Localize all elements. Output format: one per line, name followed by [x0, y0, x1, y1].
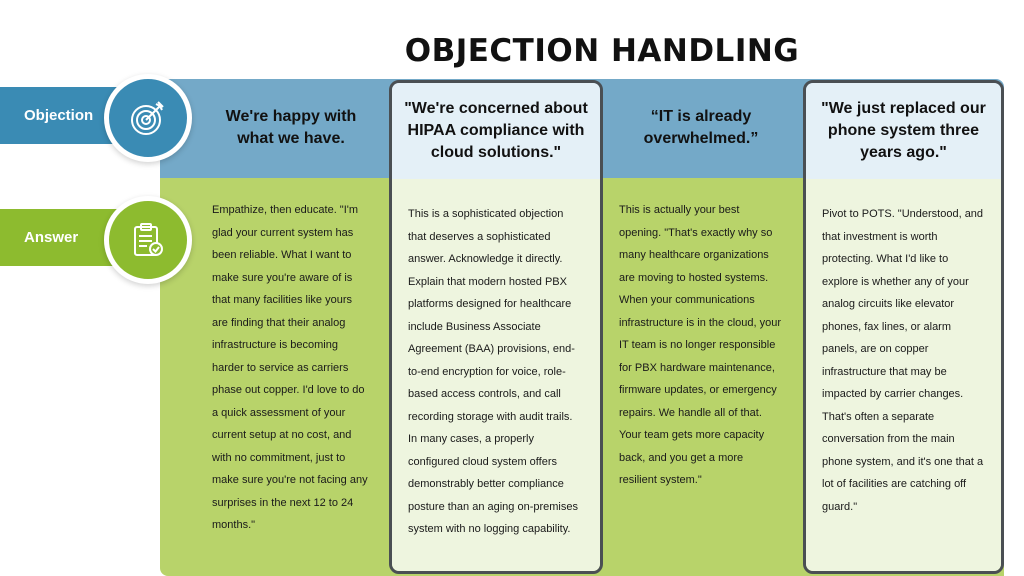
clipboard-check-icon	[128, 220, 168, 260]
objection-row-label: Objection	[0, 87, 170, 144]
answer-text: This is a sophisticated objection that deserves a sophisticated answer. Acknowledge it directly. Explain that modern hosted PBX platforms designed for healthcare include Business Associate Agreement (BAA) provisions, end-to-end encryption for voice, role-based access controls, and call recording storage with audit trails. In many cases, a properly configured cloud system offers demonstrably better compliance posture than an aging on-premises system with no logging capability.	[392, 179, 600, 571]
objection-badge	[104, 74, 192, 162]
page-title: OBJECTION HANDLING	[404, 33, 800, 69]
column-3	[603, 79, 799, 576]
objection-text: We're happy with what we have.	[225, 108, 357, 147]
answer-text: Pivot to POTS. "Understood, and that investment is worth protecting. What I'd like to explore is whether any of your analog circuits like elevator phones, fax lines, or alarm panels, are on copper infrastructure that may be impacted by carrier changes. That's often a separate conversation from the main phone system, and it's one that a lot of facilities are catching off guard."	[806, 179, 1001, 571]
answer-row-label: Answer	[0, 209, 170, 266]
objection-text: “IT is already overwhelmed.”	[643, 108, 759, 147]
answer-text: Empathize, then educate. "I'm glad your current system has been reliable. What I want to make sure you're aware of is that many facilities like yours are finding that their analog infrastructure is becoming harder to service as carriers phase out copper. I'd love to do a quick assessment of your current setup at no cost, and with no commitment, just to make sure you're not facing any surprises in the next 12 to 24 months."	[212, 204, 368, 531]
objection-text: "We're concerned about HIPAA compliance with cloud solutions."	[392, 83, 600, 179]
target-icon	[128, 98, 168, 138]
objection-text: "We just replaced our phone system three years ago."	[806, 83, 1001, 179]
column-4	[803, 80, 1004, 574]
answer-badge	[104, 196, 192, 284]
column-1	[196, 79, 386, 576]
column-2	[389, 80, 603, 574]
answer-text: This is actually your best opening. "That's exactly why so many healthcare organizations are moving to hosted systems. When your communications infrastructure is in the cloud, your IT team is no longer responsible for PBX hardware maintenance, firmware updates, or emergency repairs. We handle all of that. Your team gets more capacity back, and you get a more resilient system."	[619, 204, 782, 486]
